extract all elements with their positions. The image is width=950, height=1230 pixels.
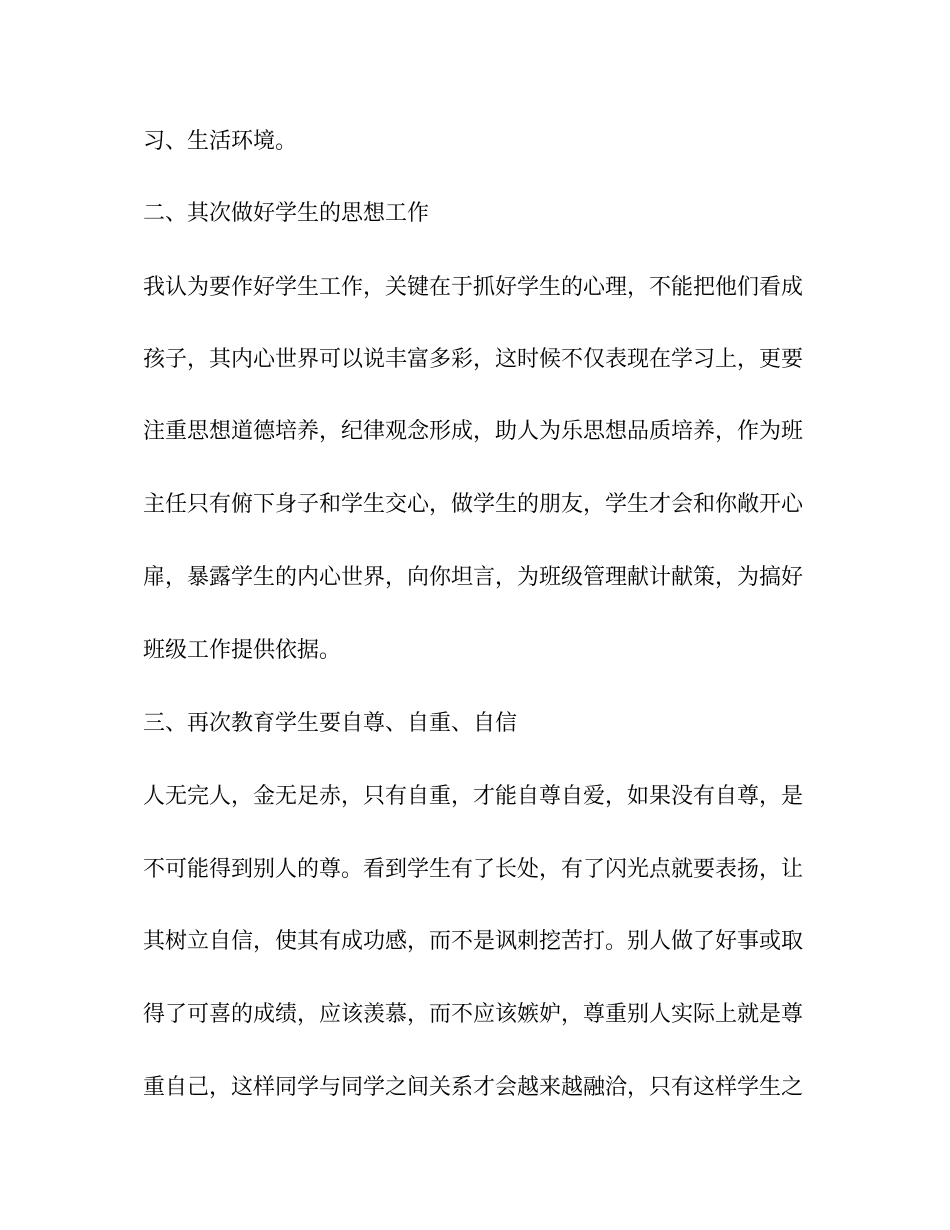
text-line: 得了可喜的成绩，应该羡慕，而不应该嫉妒，尊重别人实际上就是尊 xyxy=(143,1002,804,1027)
text-line: 习、生活环境。 xyxy=(143,129,298,154)
text-line: 重自己，这样同学与同学之间关系才会越来越融洽，只有这样学生之 xyxy=(143,1075,804,1100)
section-heading: 三、再次教育学生要自尊、自重、自信 xyxy=(143,711,518,736)
text-line: 班级工作提供依据。 xyxy=(143,638,342,663)
text-line: 我认为要作好学生工作，关键在于抓好学生的心理，不能把他们看成 xyxy=(143,275,804,300)
text-line: 扉，暴露学生的内心世界，向你坦言，为班级管理献计献策，为搞好 xyxy=(143,565,804,590)
section-heading: 二、其次做好学生的思想工作 xyxy=(143,201,430,226)
text-line: 孩子，其内心世界可以说丰富多彩，这时候不仅表现在学习上，更要 xyxy=(143,347,804,372)
text-line: 注重思想道德培养，纪律观念形成，助人为乐思想品质培养，作为班 xyxy=(143,419,804,444)
text-line: 不可能得到别人的尊。看到学生有了长处，有了闪光点就要表扬，让 xyxy=(143,857,804,882)
text-line: 人无完人，金无足赤，只有自重，才能自尊自爱，如果没有自尊，是 xyxy=(143,784,804,809)
text-line: 其树立自信，使其有成功感，而不是讽刺挖苦打。别人做了好事或取 xyxy=(143,929,804,954)
text-line: 主任只有俯下身子和学生交心，做学生的朋友，学生才会和你敞开心 xyxy=(143,492,804,517)
